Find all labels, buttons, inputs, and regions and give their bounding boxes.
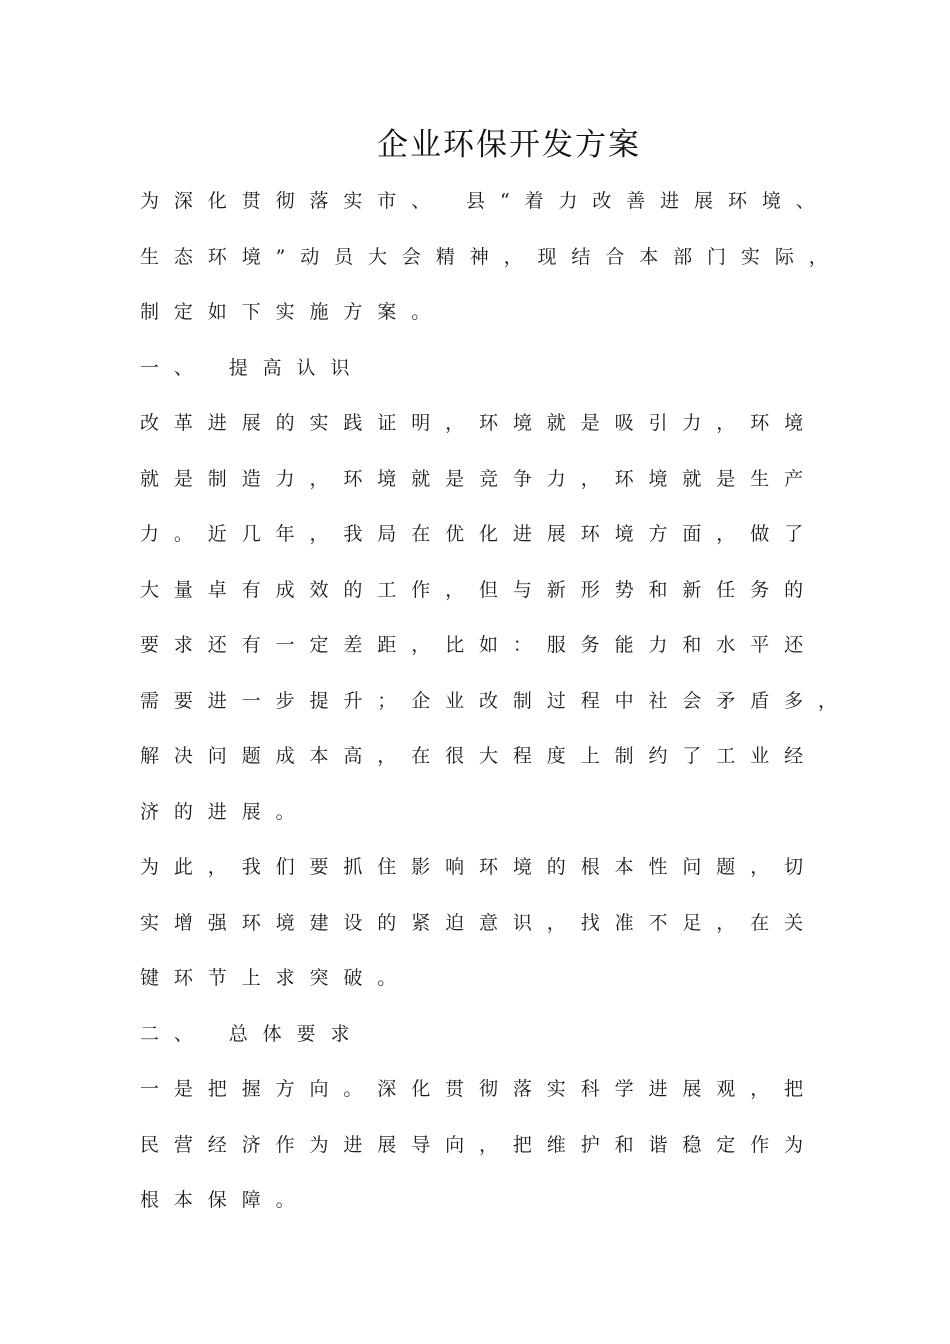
body-line: 根本保障。 [140, 1189, 310, 1211]
body-line: 生态环境”动员大会精神，现结合本部门实际， [140, 245, 843, 268]
body-line: 为深化贯彻落实市、 县“着力改善进展环境、 [140, 190, 830, 212]
section-heading: 二、 总体要求 [140, 1022, 365, 1045]
body-line: 一是把握方向。深化贯彻落实科学进展观，把 [140, 1078, 819, 1100]
body-line: 就是制造力，环境就是竞争力，环境就是生产 [140, 467, 819, 490]
body-line: 改革进展的实践证明，环境就是吸引力，环境 [140, 412, 819, 434]
document-body [140, 174, 900, 1229]
body-line: 为此，我们要抓住影响环境的根本性问题，切 [140, 856, 819, 878]
body-line: 力。近几年，我局在优化进展环境方面，做了 [140, 523, 819, 545]
body-line: 要求还有一定差距，比如：服务能力和水平还 [140, 634, 819, 656]
body-line: 实增强环境建设的紧迫意识，找准不足，在关 [140, 911, 819, 934]
body-line: 大量卓有成效的工作，但与新形势和新任务的 [140, 578, 819, 601]
body-line: 民营经济作为进展导向，把维护和谐稳定作为 [140, 1133, 819, 1156]
body-line: 需要进一步提升；企业改制过程中社会矛盾多， [140, 689, 852, 712]
body-line: 解决问题成本高，在很大程度上制约了工业经 [140, 745, 819, 767]
section-heading: 一、 提高认识 [140, 356, 365, 379]
body-line: 济的进展。 [140, 800, 310, 823]
body-line: 键环节上求突破。 [140, 967, 412, 989]
document-title: 企业环保开发方案 [377, 127, 641, 163]
body-line: 制定如下实施方案。 [140, 301, 446, 323]
